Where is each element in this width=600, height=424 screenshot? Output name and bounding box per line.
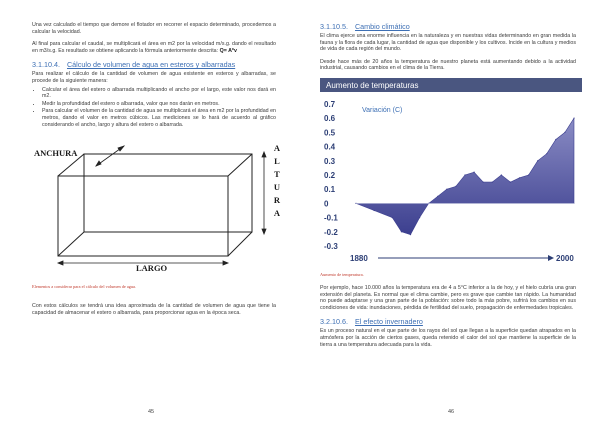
section-number: 3.2.10.6. — [320, 317, 348, 327]
chart-title: Aumento de temperaturas — [326, 80, 419, 90]
chart-caption: Aumento de temperatura. — [320, 271, 364, 277]
data-point — [392, 217, 393, 218]
volume-box-diagram — [32, 142, 282, 274]
section-heading-volume — [32, 60, 276, 69]
y-tick-label: -0.1 — [324, 213, 338, 223]
label-largo: LARGO — [136, 263, 168, 274]
data-point — [555, 139, 556, 140]
temperature-chart-svg — [320, 78, 582, 268]
example-paragraph: Por ejemplo, hace 10.000 años la temperatura era de 4 a 5°C inferior a la de hoy, y el hielo cubría una gran extensión del planeta. Es normal que el clima cambie, pero es grave que cambie tan rápido. La humanidad no puede adaptarse y una gran parte de la población: sobre todo la más pobre, sufrirá los cambios en sus condiciones de vida: inundaciones, pérdida de fertilidad del suelo, propagación de enfermedades tropicales. — [320, 284, 576, 311]
y-tick-label: 0.2 — [324, 170, 336, 180]
altura-letter: R — [273, 195, 281, 206]
y-tick-label: 0.6 — [324, 114, 336, 124]
y-tick-label: 0.3 — [324, 156, 336, 166]
y-tick-label: 0.4 — [324, 142, 336, 152]
chart-ylabel: Variación (C) — [362, 106, 403, 114]
data-point — [455, 186, 456, 187]
flow-formula-paragraph — [32, 41, 276, 54]
data-point — [446, 189, 447, 190]
label-altura — [271, 142, 283, 220]
data-point — [464, 174, 465, 175]
y-tick-label: 0 — [324, 199, 329, 209]
closing-paragraph: Con estos cálculos se tendrá una idea aproximada de la cantidad de volumen de agua que tiene la capacidad de almacenar el estero o albarrada, para proporcionar agua en la época seca. — [32, 303, 276, 316]
y-tick-label: -0.3 — [324, 241, 338, 251]
altura-letter: U — [273, 182, 281, 193]
section-heading-climate — [320, 22, 576, 31]
x-end-label: 2000 — [556, 253, 574, 263]
section-heading-greenhouse — [320, 317, 576, 326]
steps-list — [32, 87, 276, 129]
altura-letter: A — [273, 143, 281, 154]
data-point — [528, 174, 529, 175]
intro-paragraph: Una vez calculado el tiempo que demore el flotador en recorrer el espacio determinado, procedemos a calcular la velocidad. — [32, 22, 276, 35]
box-back-face — [84, 154, 252, 232]
data-point — [492, 181, 493, 182]
data-point — [419, 217, 420, 218]
section-title: El efecto invernadero — [354, 317, 423, 327]
data-point — [374, 210, 375, 211]
section-title: Cambio climático — [354, 22, 410, 31]
data-point — [537, 160, 538, 161]
data-point — [501, 174, 502, 175]
data-point — [573, 118, 574, 119]
data-point — [473, 172, 474, 173]
y-tick-label: 0.5 — [324, 128, 336, 138]
section-title: Cálculo de volumen de agua en esteros y albarradas — [66, 60, 236, 70]
data-point — [401, 231, 402, 232]
altura-letter: T — [274, 169, 280, 180]
y-tick-label: 0.7 — [324, 99, 336, 109]
data-point — [546, 153, 547, 154]
y-tick-label: 0.1 — [324, 185, 336, 195]
warming-paragraph: Desde hace más de 20 años la temperatura de nuestro planeta está aumentando debido a la actividad industrial, causando cambios en el clima de la Tierra. — [320, 58, 576, 72]
step-item: • Medir la profundidad del estero o albarrada, valor que nos darán en metros. — [42, 101, 276, 108]
x-start-label: 1880 — [350, 253, 368, 263]
box-drawing — [32, 142, 282, 272]
data-point — [437, 196, 438, 197]
climate-paragraph: El clima ejerce una enorme influencia en la naturaleza y en nuestras vidas determinando en gran medida la fauna y la flora de cada lugar, la cantidad de agua que disponible y los cultivos. Incide en la cultura y medios de vida de cada región del mundo. — [320, 33, 576, 53]
diagram-caption: Elementos a considerar para el cálculo del volumen de agua. — [32, 284, 137, 290]
section-intro: Para realizar el cálculo de la cantidad de volumen de agua existente en esteros y albarradas, se procede de la siguiente manera: — [32, 71, 276, 84]
flow-formula: Q= A*v — [219, 47, 237, 54]
altura-letter: A — [273, 208, 281, 219]
right-page — [300, 0, 600, 424]
label-anchura: ANCHURA — [34, 148, 78, 159]
data-point — [564, 132, 565, 133]
page-number-right: 46 — [448, 409, 455, 415]
step-item: • Calcular el área del estero o albarrada multiplicando el ancho por el largo, este valor nos dará en m2. — [42, 87, 276, 100]
data-point — [483, 181, 484, 182]
data-point — [410, 234, 411, 235]
temperature-chart — [320, 78, 582, 268]
y-tick-label: -0.2 — [324, 227, 338, 237]
step-item: • Para calcular el volumen de la cantidad de agua se multiplicará el área en m2 por la profundidad en metros, dando el valor en metros cúbicos. Las mediciones se lo hará de acuerdo al gráfico considerando el ancho, largo y altura del estero o albarrada. — [42, 108, 276, 128]
page-number-left: 45 — [148, 409, 155, 415]
greenhouse-paragraph: Es un proceso natural en el que parte de los rayos del sol que llegan a la superficie quedan atrapados en la atmósfera por la acción de ciertos gases, queda retenido el calor del sol que mantiene la superficie de la tierra a una temperatura adecuada para la vida. — [320, 328, 576, 348]
flow-formula-text: Al final para calcular el caudal, se multiplicará el área en m2 por la velocidad m/s.g. dando el resultado en m3/s.g. Es resultado se obtiene aplicando la fórmula anteriormente descrita: — [32, 41, 276, 54]
section-number: 3.1.10.5. — [320, 22, 348, 31]
data-point — [519, 177, 520, 178]
altura-letter: L — [274, 156, 280, 167]
data-point — [510, 181, 511, 182]
section-number: 3.1.10.4. — [32, 60, 60, 70]
